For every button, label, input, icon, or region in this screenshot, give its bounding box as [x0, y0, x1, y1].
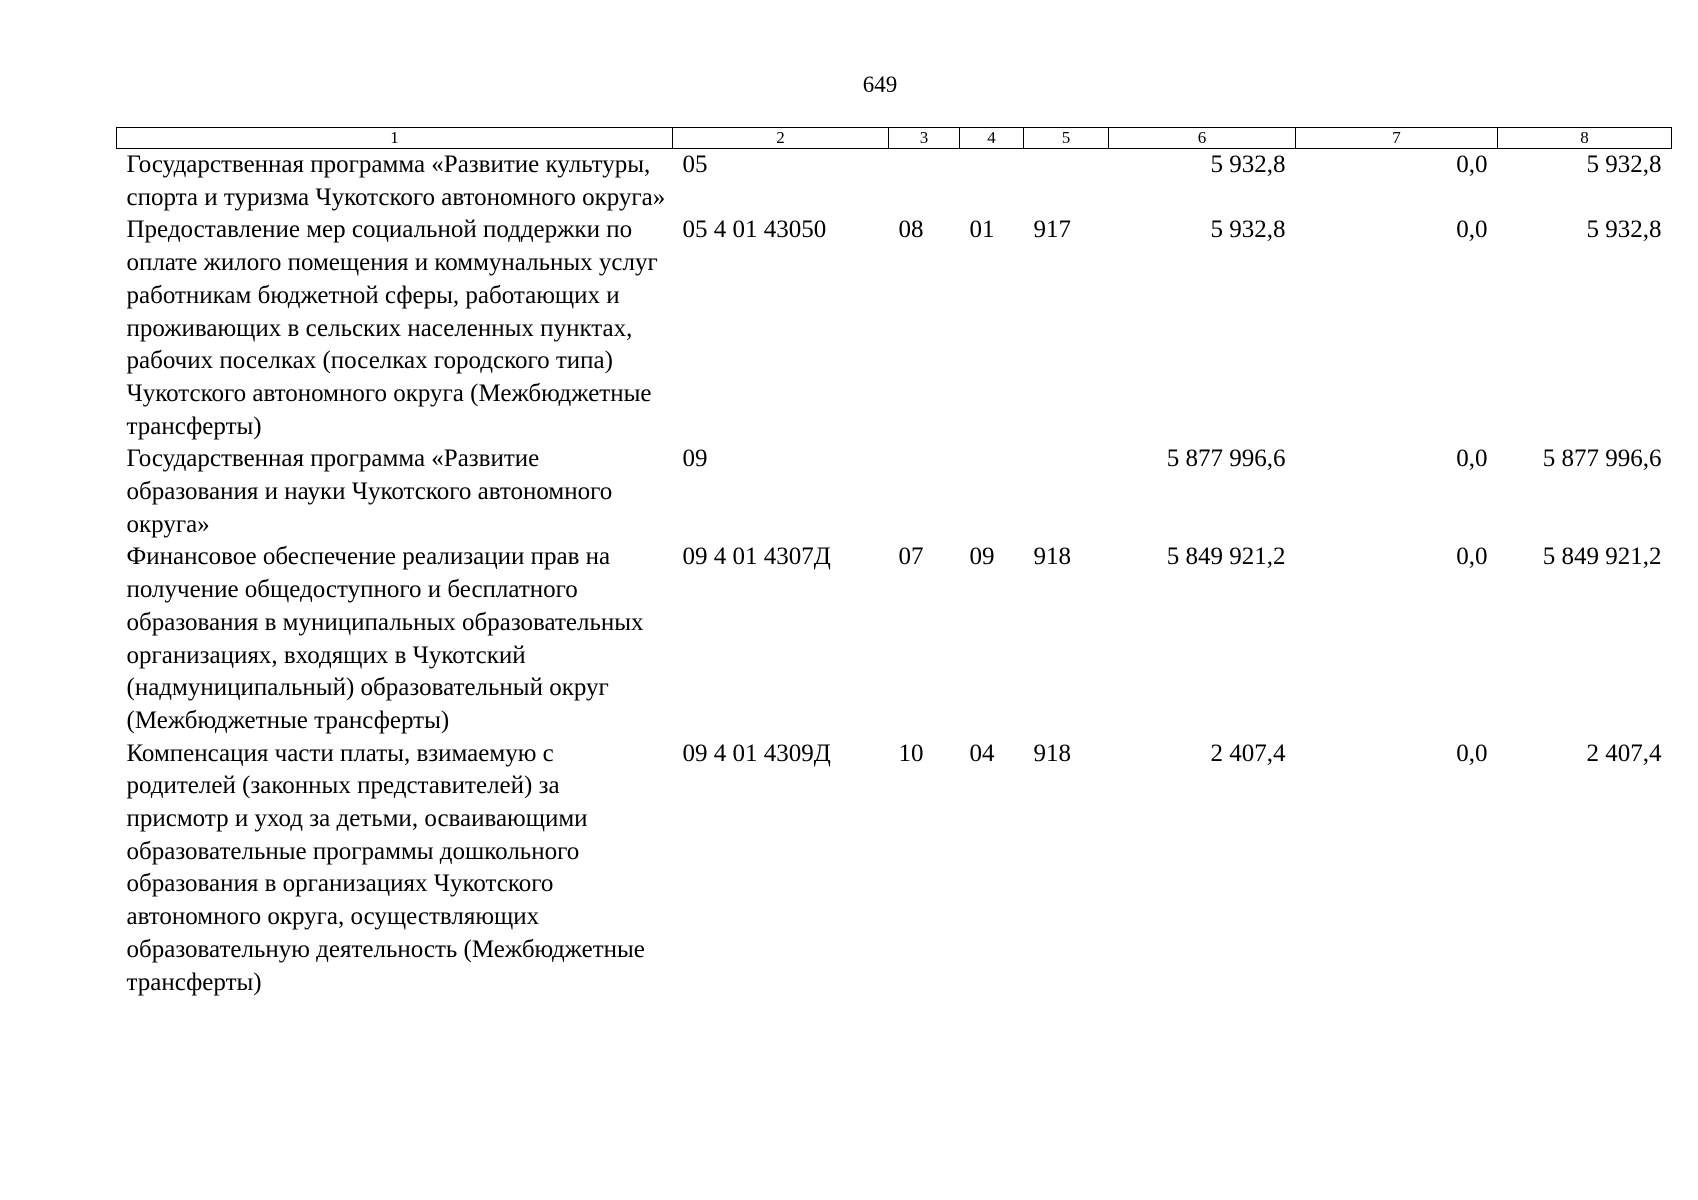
row-ministry: 918: [1033, 739, 1071, 767]
row-col8: 2 407,4: [1586, 739, 1662, 767]
row-name: Финансовое обеспечение реализации прав на получение общедоступного и бесплатного образования в муниципальных образовательных организациях, входящих в Чукотский (надмуниципальный) образовательный округ (Межбюджетные трансферты): [126, 543, 644, 734]
row-section: 08: [898, 216, 924, 244]
row-section: 07: [898, 543, 924, 571]
row-col7: 0,0: [1456, 216, 1488, 244]
row-col7: 0,0: [1456, 445, 1488, 473]
row-subsection: [960, 443, 1024, 541]
row-subsection: 04: [969, 739, 995, 767]
row-ministry: [1024, 443, 1109, 541]
row-col7: 0,0: [1456, 739, 1488, 767]
row-col7: 0,0: [1456, 543, 1488, 571]
row-section: 10: [898, 739, 924, 767]
row-subsection: 09: [969, 543, 995, 571]
table-row: [117, 541, 1672, 737]
column-header-1: 1: [117, 128, 673, 149]
table-header: [117, 128, 1672, 149]
row-col6: 5 849 921,2: [1166, 543, 1286, 571]
row-name: Компенсация части платы, взимаемую с родителей (законных представителей) за присмотр и уход за детьми, осваивающими образовательные программы дошкольного образования в организациях Чукотского автономного округа, осуществляющих образовательную деятельность (Межбюджетные трансферты): [126, 739, 645, 996]
row-section: [889, 149, 960, 215]
row-col7: 0,0: [1456, 151, 1488, 178]
row-subsection: [960, 149, 1024, 215]
row-ministry: 917: [1033, 216, 1071, 244]
row-ministry: 918: [1033, 543, 1071, 571]
column-header-8: 8: [1498, 128, 1672, 149]
table-row: [117, 738, 1672, 1000]
row-ministry: [1024, 149, 1109, 215]
row-col8: 5 932,8: [1586, 151, 1662, 178]
table-body: [117, 149, 1672, 1000]
column-header-7: 7: [1296, 128, 1498, 149]
row-name: Государственная программа «Развитие образования и науки Чукотского автономного округа»: [126, 445, 613, 538]
row-target-code: 09 4 01 4309Д: [682, 739, 831, 767]
table-row: [117, 214, 1672, 443]
row-col6: 2 407,4: [1210, 739, 1286, 767]
row-col8: 5 849 921,2: [1542, 543, 1662, 571]
column-header-6: 6: [1109, 128, 1296, 149]
row-col8: 5 877 996,6: [1542, 445, 1662, 473]
row-name: Государственная программа «Развитие культуры, спорта и туризма Чукотского автономного округа»: [126, 151, 666, 211]
column-header-5: 5: [1024, 128, 1109, 149]
table-row: [117, 443, 1672, 541]
row-target-code: 09: [682, 445, 708, 473]
column-header-2: 2: [673, 128, 889, 149]
row-col6: 5 932,8: [1210, 151, 1286, 178]
column-number-row: [117, 128, 1672, 149]
row-target-code: 05: [682, 151, 708, 178]
row-target-code: 09 4 01 4307Д: [682, 543, 831, 571]
page-number: 649: [862, 72, 898, 97]
column-header-3: 3: [889, 128, 960, 149]
budget-table: [116, 127, 1672, 999]
column-header-4: 4: [960, 128, 1024, 149]
row-section: [889, 443, 960, 541]
row-target-code: 05 4 01 43050: [682, 216, 827, 244]
row-col6: 5 877 996,6: [1166, 445, 1286, 473]
row-col6: 5 932,8: [1210, 216, 1286, 244]
table-row: [117, 149, 1672, 215]
row-subsection: 01: [969, 216, 995, 244]
row-name: Предоставление мер социальной поддержки по оплате жилого помещения и коммунальных услуг работникам бюджетной сферы, работающих и проживающих в сельских населенных пунктах, рабочих поселках (поселках городского типа) Чукотского автономного округа (Межбюджетные трансферты): [126, 216, 658, 440]
row-col8: 5 932,8: [1586, 216, 1662, 244]
